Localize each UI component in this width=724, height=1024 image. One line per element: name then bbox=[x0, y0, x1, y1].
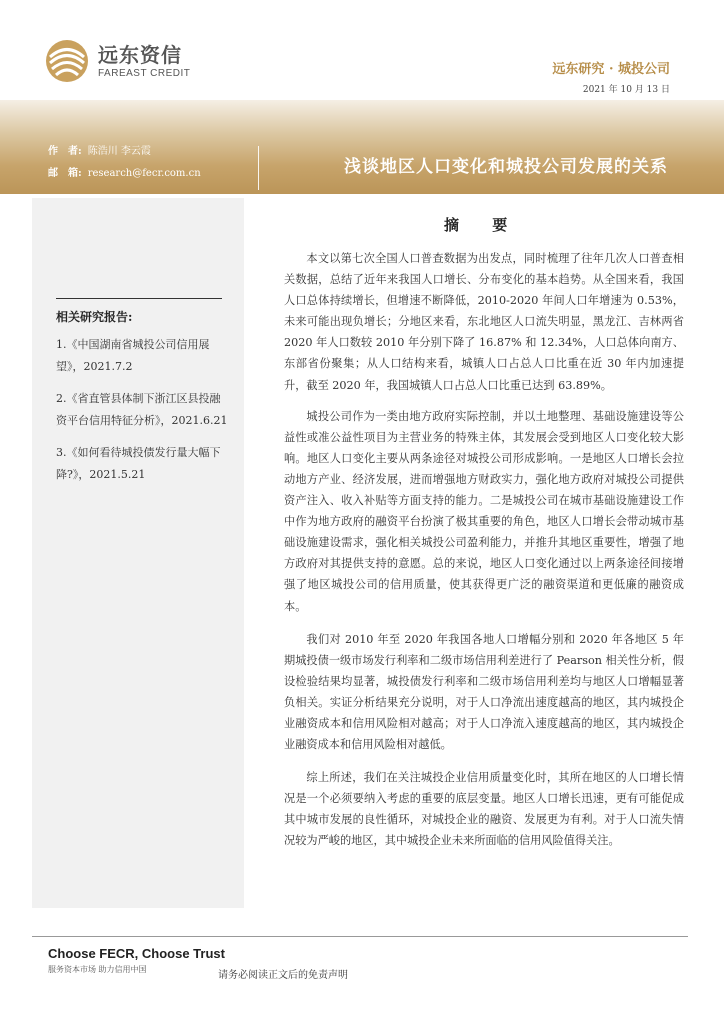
sidebar-divider bbox=[56, 298, 222, 299]
email-address[interactable]: research@fecr.com.cn bbox=[87, 168, 201, 179]
abstract-paragraph: 综上所述，我们在关注城投企业信用质量变化时，其所在地区的人口增长情况是一个必须要纳入考虑的重要的底层变量。地区人口增长迅速，更有可能促成其中城市发展的良性循环，对城投企业的融资、发展更为有利。对于人口流失情况较为严峻的地区，其中城投企业未来所面临的信用风险值得关注。 bbox=[284, 771, 684, 848]
company-logo bbox=[44, 38, 190, 84]
fareast-logo-icon bbox=[44, 38, 90, 84]
abstract-paragraph: 城投公司作为一类由地方政府实际控制，并以土地整理、基础设施建设等公益性或准公益性项目为主营业务的特殊主体，其发展会受到地区人口变化较大影响。地区人口变化主要从两条途径对城投公司形成影响。一是地区人口增长会拉动地方产业、经济发展，进而增强地方财政实力，强化地方政府对城投公司提供资产注入、收入补贴等方面支持的能力。二是城投公司在城市基础设施建设工作中作为地方政府的融资平台扮演了极其重要的角色，地区人口增长会带动城市基础设施建设需求，强化相关城投公司盈利能力，并推升其地区重要性，增强了地方政府对其提供支持的意愿。总的来说，地区人口变化通过以上两条途径间接增强了地区城投公司的信用质量，使其获得更广泛的融资渠道和更低廉的融资成本。 bbox=[284, 409, 684, 613]
author-names: 陈浩川 李云霞 bbox=[87, 146, 151, 157]
related-report-item[interactable]: 1.《中国湖南省城投公司信用展望》，2021.7.2 bbox=[56, 338, 210, 373]
brand-name-en: FAREAST CREDIT bbox=[98, 67, 191, 79]
sidebar bbox=[32, 198, 244, 908]
author-line bbox=[48, 142, 151, 157]
footer-divider bbox=[32, 936, 688, 937]
related-reports-list bbox=[56, 334, 228, 496]
abstract-paragraph: 本文以第七次全国人口普查数据为出发点，同时梳理了往年几次人口普查相关数据，总结了近年来我国人口增长、分布变化的基本趋势。从全国来看，我国人口总体持续增长，但增速不断降低，2010-2020 年间人口年增速为 0.53%，未来可能出现负增长；分地区来看，东北地区人口流失明显，黑龙江、吉林两省 2020 年人口数较 2010 年分别下降了 16.87% 和 12.34%，人口总体向南方、东部省份聚集；从人口结构来看，城镇人口占总人口比重在近 30 年内加速提升，截至 2020 年，我国城镇人口占总人口比重已达到 63.89%。 bbox=[284, 252, 684, 392]
related-reports-heading: 相关研究报告: bbox=[56, 310, 133, 324]
author-label: 作 者: bbox=[48, 146, 82, 157]
email-line bbox=[48, 164, 201, 179]
footer-disclaimer: 请务必阅读正文后的免责声明 bbox=[218, 970, 348, 981]
banner-divider bbox=[258, 146, 259, 190]
report-title: 浅谈地区人口变化和城投公司发展的关系 bbox=[344, 157, 668, 177]
abstract-body bbox=[284, 248, 684, 852]
email-label: 邮 箱: bbox=[48, 168, 82, 179]
report-date: 2021 年 10 月 13 日 bbox=[582, 85, 670, 95]
report-series: 远东研究 · 城投公司 bbox=[552, 62, 670, 77]
brand-name-cn: 远东资信 bbox=[98, 42, 182, 67]
related-report-item[interactable]: 3.《如何看待城投债发行量大幅下降?》，2021.5.21 bbox=[56, 446, 221, 481]
footer-tagline: Choose FECR, Choose Trust bbox=[48, 946, 225, 961]
related-report-item[interactable]: 2.《省直管县体制下浙江区县投融资平台信用特征分析》，2021.6.21 bbox=[56, 392, 228, 427]
abstract-paragraph: 我们对 2010 年至 2020 年我国各地人口增幅分别和 2020 年各地区 5 年期城投债一级市场发行利率和二级市场信用利差进行了 Pearson 相关性分析，假设检验结果均显著，城投债发行利率和二级市场信用利差均与地区人口增幅显著负相关。实证分析结果充分说明，对于人口净流出速度越高的地区，其内城投企业融资成本和信用风险相对越高；对于人口净流入速度越高的地区，其内城投企业融资成本和信用风险相对越低。 bbox=[284, 632, 684, 752]
footer-slogan: 服务资本市场 助力信用中国 bbox=[48, 965, 147, 974]
abstract-heading: 摘 要 bbox=[444, 216, 522, 234]
